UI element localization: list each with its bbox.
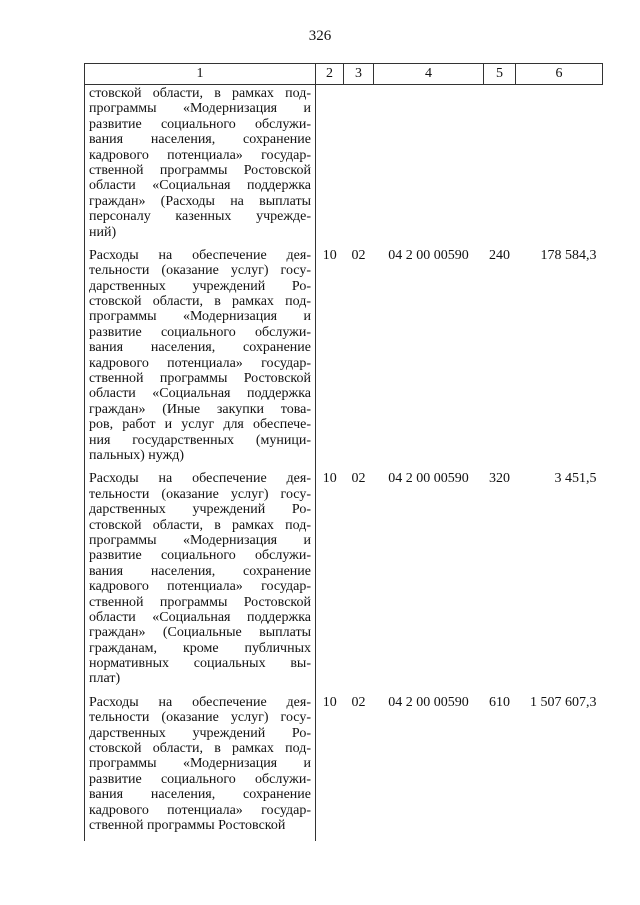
row-expense-type [484,85,516,248]
description-line: гражданам, кроме публичных [89,640,311,656]
description-line: Расходы на обеспечение дея- [89,471,311,487]
description-line: дарственных учреждений Ро- [89,502,311,518]
header-col-2: 2 [316,64,344,85]
row-description [85,471,316,694]
description-line: области «Социальная поддержка [89,178,311,194]
description-line: ния государственных (муници- [89,432,311,448]
description-line: Расходы на обеспечение дея- [89,247,311,263]
table-row [85,85,603,248]
row-description [85,248,316,471]
description-line: вания населения, сохранение [89,132,311,148]
description-line: граждан» (Иные закупки това- [89,401,311,417]
description-line: ров, работ и услуг для обеспече- [89,417,311,433]
row-description [85,695,316,842]
row-target-article: 04 2 00 00590 [388,471,469,487]
description-line: области «Социальная поддержка [89,609,311,625]
row-subsection: 02 [351,471,366,487]
row-section: 10 [322,471,337,487]
budget-table [84,63,603,841]
row-subsection [344,85,374,248]
description-line: вания населения, сохранение [89,340,311,356]
row-expense-type: 320 [489,471,510,487]
description-line: тельности (оказание услуг) госу- [89,486,311,502]
header-col-3: 3 [344,64,374,85]
description-line: тельности (оказание услуг) госу- [89,263,311,279]
row-expense-type: 610 [489,694,510,710]
header-col-1: 1 [85,64,316,85]
description-line: кадрового потенциала» государ- [89,355,311,371]
description-line: программы «Модернизация и [89,532,311,548]
description-line: тельности (оказание услуг) госу- [89,710,311,726]
description-line: вания населения, сохранение [89,787,311,803]
table-row [85,695,603,842]
description-line: ственной программы Ростовской [89,817,286,833]
row-amount: 1 507 607,3 [530,694,597,710]
header-row [85,64,603,85]
description-line: ственной программы Ростовской [89,371,311,387]
description-line: кадрового потенциала» государ- [89,802,311,818]
description-line: стовской области, в рамках под- [89,517,311,533]
description-line: кадрового потенциала» государ- [89,147,311,163]
header-col-6: 6 [516,64,603,85]
description-line: дарственных учреждений Ро- [89,278,311,294]
header-col-4: 4 [374,64,484,85]
description-line: развитие социального обслужи- [89,324,311,340]
table-row [85,471,603,694]
description-line: ственной программы Ростовской [89,594,311,610]
description-line: ний) [89,224,117,240]
description-line: персоналу казенных учрежде- [89,209,311,225]
description-line: развитие социального обслужи- [89,548,311,564]
description-line: вания населения, сохранение [89,563,311,579]
row-amount: 178 584,3 [540,247,597,263]
description-line: граждан» (Социальные выплаты [89,625,311,641]
page-number: 326 [308,28,332,44]
row-target-article: 04 2 00 00590 [388,247,469,263]
row-expense-type: 240 [489,247,510,263]
description-line: стовской области, в рамках под- [89,294,311,310]
description-line: плат) [89,671,121,687]
description-line: кадрового потенциала» государ- [89,579,311,595]
description-line: программы «Модернизация и [89,756,311,772]
description-line: нормативных социальных вы- [89,656,311,672]
description-line: пальных) нужд) [89,447,185,463]
row-section: 10 [322,247,337,263]
description-line: стовской области, в рамках под- [89,741,311,757]
row-amount [516,85,603,248]
row-target-article: 04 2 00 00590 [388,694,469,710]
description-line: развитие социального обслужи- [89,116,311,132]
description-line: развитие социального обслужи- [89,771,311,787]
description-line: ственной программы Ростовской [89,162,311,178]
row-description [85,85,316,248]
row-subsection: 02 [351,247,366,263]
description-line: программы «Модернизация и [89,101,311,117]
row-amount: 3 451,5 [554,471,597,487]
description-line: стовской области, в рамках под- [89,86,311,101]
header-col-5: 5 [484,64,516,85]
row-section [316,85,344,248]
description-line: Расходы на обеспечение дея- [89,694,311,710]
description-line: программы «Модернизация и [89,309,311,325]
row-section: 10 [322,694,337,710]
table-row [85,248,603,471]
row-subsection: 02 [351,694,366,710]
row-target-article [374,85,484,248]
description-line: области «Социальная поддержка [89,386,311,402]
description-line: граждан» (Расходы на выплаты [89,193,311,209]
description-line: дарственных учреждений Ро- [89,725,311,741]
